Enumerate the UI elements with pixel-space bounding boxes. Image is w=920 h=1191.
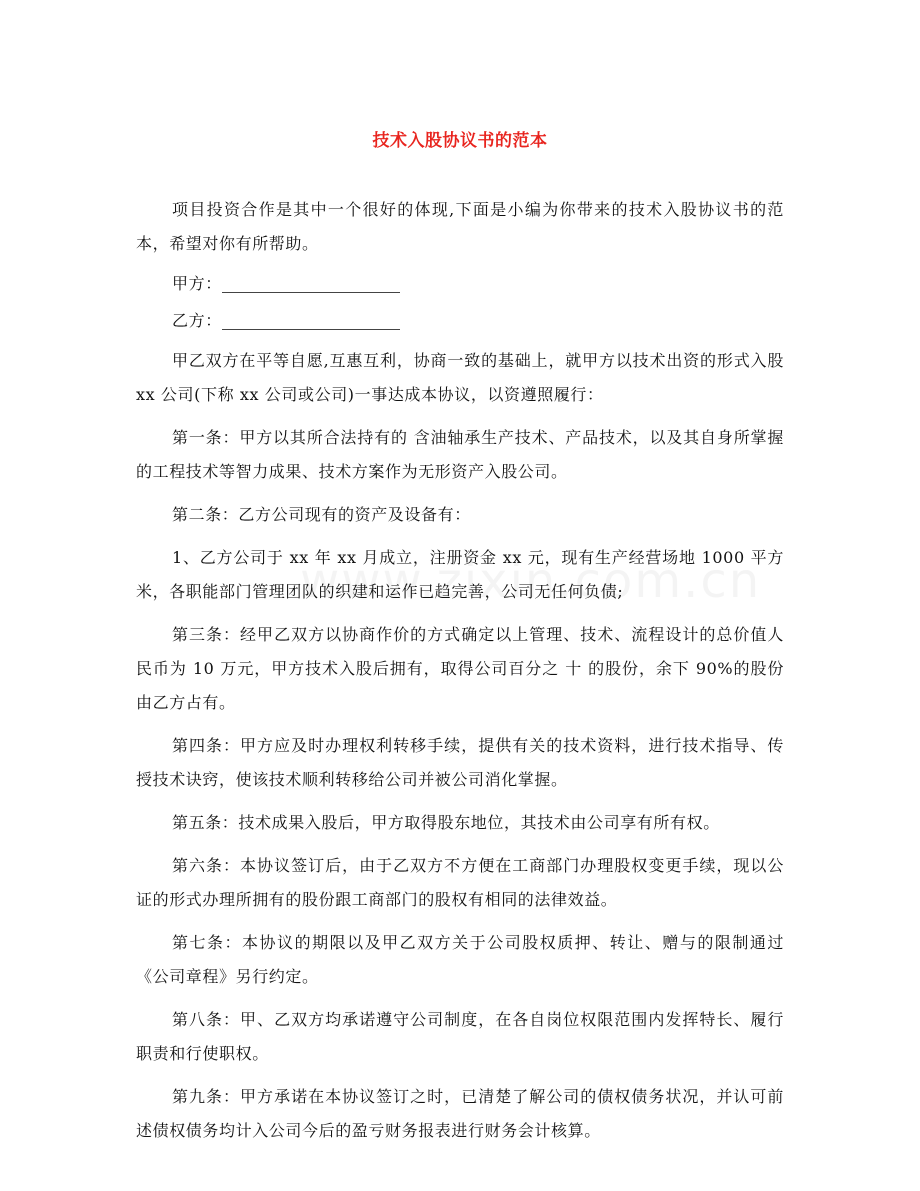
article-6: 第六条：本协议签订后，由于乙双方不方便在工商部门办理股权变更手续，现以公证的形式办理所拥有的股份跟工商部门的股权有相同的法律效益。 [136,856,784,909]
article-9: 第九条：甲方承诺在本协议签订之时，已清楚了解公司的债权债务状况，并认可前述债权债务均计入公司今后的盈亏财务报表进行财务会计核算。 [136,1087,784,1140]
article-7: 第七条：本协议的期限以及甲乙双方关于公司股权质押、转让、赠与的限制通过《公司章程》另行约定。 [136,933,784,986]
article-2: 第二条：乙方公司现有的资产及设备有： [172,505,471,524]
preamble-paragraph: 甲乙双方在平等自愿,互惠互利，协商一致的基础上，就甲方以技术出资的形式入股 xx 公司(下称 xx 公司或公司)一事达成本协议，以资遵照履行： [136,351,784,404]
article-3: 第三条：经甲乙双方以协商作价的方式确定以上管理、技术、流程设计的总价值人民币为 10 万元，甲方技术入股后拥有，取得公司百分之 十 的股份，余下 90%的股份由乙方占有。 [136,625,784,712]
party-a-blank [222,272,400,293]
party-b-line [136,307,784,335]
article-5: 第五条：技术成果入股后，甲方取得股东地位，其技术由公司享有所有权。 [172,813,720,832]
party-b-blank [222,309,400,330]
document-body [136,193,784,1157]
party-a-label: 甲方： [172,274,222,293]
article-2-item-1: 1、乙方公司于 xx 年 xx 月成立，注册资金 xx 元，现有生产经营场地 1000 平方米，各职能部门管理团队的织建和运作已趋完善，公司无任何负债; [136,548,784,601]
document-title: 技术入股协议书的范本 [372,131,548,151]
article-1: 第一条：甲方以其所合法持有的 含油轴承生产技术、产品技术，以及其自身所掌握的工程技术等智力成果、技术方案作为无形资产入股公司。 [136,428,784,481]
article-8: 第八条：甲、乙双方均承诺遵守公司制度，在各自岗位权限范围内发挥特长、履行职责和行使职权。 [136,1010,784,1063]
intro-paragraph: 项目投资合作是其中一个很好的体现,下面是小编为你带来的技术入股协议书的范本，希望对你有所帮助。 [136,200,784,253]
article-4: 第四条：甲方应及时办理权利转移手续，提供有关的技术资料，进行技术指导、传授技术诀窍，使该技术顺利转移给公司并被公司消化掌握。 [136,736,784,789]
party-a-line [136,270,784,298]
party-b-label: 乙方： [172,311,222,330]
